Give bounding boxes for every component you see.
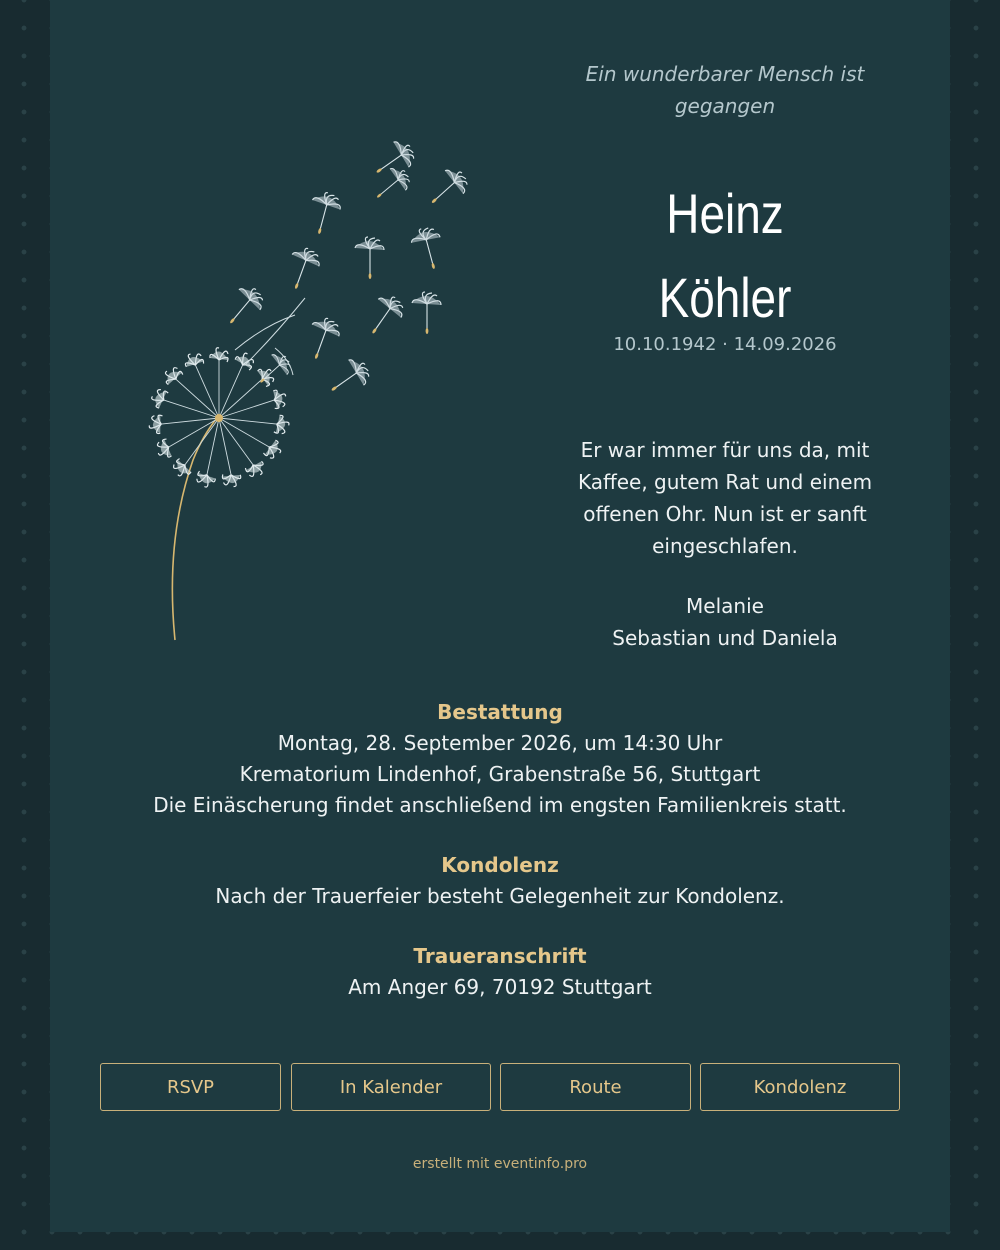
section-condolence: [50, 849, 950, 912]
memorial-header: [540, 58, 910, 654]
action-buttons: [0, 1063, 1000, 1111]
section-title: Kondolenz: [441, 853, 559, 877]
section-address: [50, 940, 950, 1003]
deceased-name: [540, 172, 910, 340]
first-name: Heinz: [666, 182, 784, 245]
quote-line: eingeschlafen.: [652, 534, 798, 558]
quote-line: offenen Ohr. Nun ist er sanft: [583, 502, 867, 526]
signer-name: Melanie: [686, 594, 764, 618]
memorial-quote: [540, 434, 910, 562]
section-line: Nach der Trauerfeier besteht Gelegenheit zur Kondolenz.: [215, 884, 785, 908]
section-line: Am Anger 69, 70192 Stuttgart: [348, 975, 652, 999]
life-dates: 10.10.1942 · 14.09.2026: [613, 334, 837, 355]
section-title: Bestattung: [437, 700, 563, 724]
event-info: [50, 696, 950, 1031]
section-funeral: [50, 696, 950, 821]
section-line: Die Einäscherung findet anschließend im engsten Familienkreis statt.: [153, 793, 847, 817]
dandelion-icon: [135, 120, 475, 650]
section-title: Traueranschrift: [413, 944, 587, 968]
last-name: Köhler: [658, 266, 792, 329]
route-button[interactable]: Route: [500, 1063, 691, 1111]
section-line: Montag, 28. September 2026, um 14:30 Uhr: [277, 731, 723, 755]
footer-credit[interactable]: erstellt mit eventinfo.pro: [412, 1156, 588, 1172]
signer-name: Sebastian und Daniela: [612, 626, 838, 650]
condolence-button[interactable]: Kondolenz: [700, 1063, 900, 1111]
signers: [540, 590, 910, 654]
rsvp-button[interactable]: RSVP: [100, 1063, 281, 1111]
quote-line: Kaffee, gutem Rat und einem: [577, 470, 873, 494]
section-line: Krematorium Lindenhof, Grabenstraße 56, Stuttgart: [239, 762, 761, 786]
tagline: Ein wunderbarer Mensch ist gegangen: [585, 62, 865, 118]
quote-line: Er war immer für uns da, mit: [580, 438, 870, 462]
add-to-calendar-button[interactable]: In Kalender: [291, 1063, 491, 1111]
